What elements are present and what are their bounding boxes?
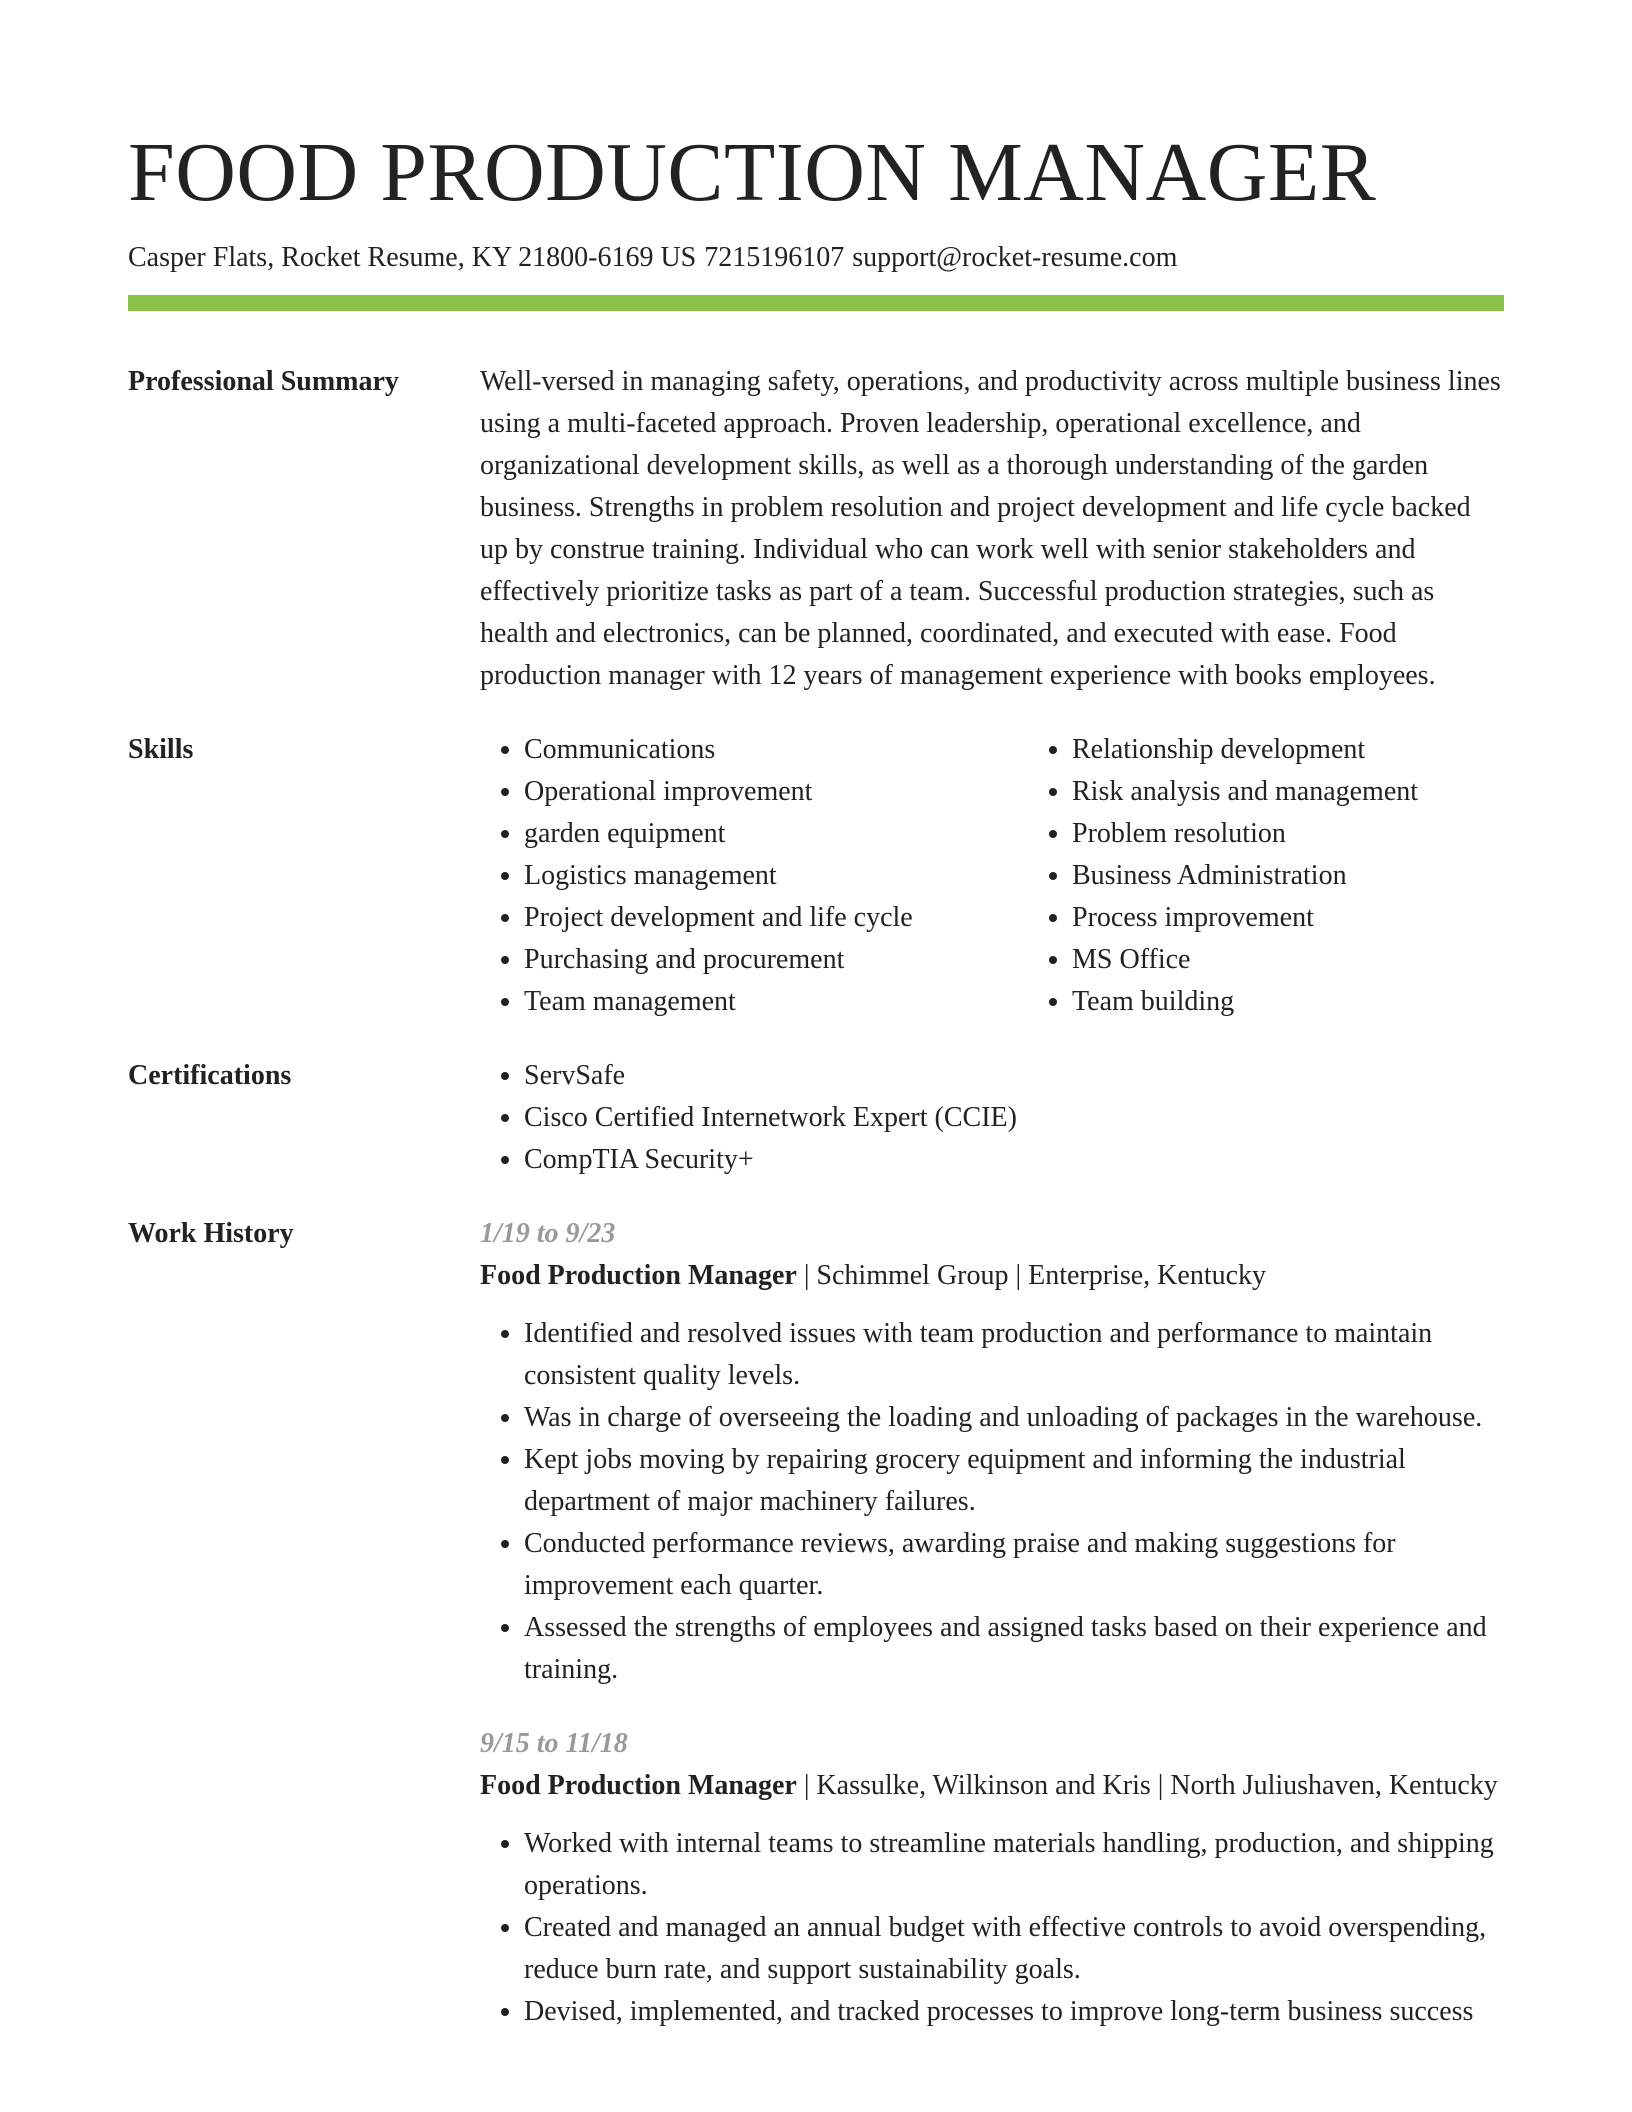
- skills-list-left: [480, 729, 1028, 1023]
- certifications-section-body: [480, 1055, 1504, 1181]
- summary-section-body: [480, 361, 1504, 697]
- skill-item: • Risk analysis and management: [1072, 771, 1576, 813]
- skill-item: • Problem resolution: [1072, 813, 1576, 855]
- skills-list-right: [1028, 729, 1576, 1023]
- skills-section-title: Skills: [128, 734, 194, 765]
- contact-line: [128, 240, 1504, 276]
- work-history-section: [128, 1213, 1504, 2033]
- job-employer-location: | Schimmel Group | Enterprise, Kentucky: [796, 1260, 1267, 1291]
- skill-item: • Communications: [524, 729, 1028, 771]
- work-history-section-body: [480, 1213, 1504, 2033]
- skill-item: • MS Office: [1072, 939, 1576, 981]
- resume-name-heading: FOOD PRODUCTION MANAGER: [128, 126, 1377, 219]
- contact-phone: 7215196107: [704, 242, 845, 273]
- job-bullet: • Worked with internal teams to streamline materials handling, production, and shipping operations.: [524, 1823, 1504, 1907]
- skill-item: • Process improvement: [1072, 897, 1576, 939]
- job-bullet: • Devised, implemented, and tracked processes to improve long-term business success: [524, 1991, 1504, 2033]
- job-entry: [480, 1213, 1504, 1691]
- resume-page: [128, 0, 1504, 2033]
- certification-item: • ServSafe: [524, 1055, 1504, 1097]
- summary-section-title: Professional Summary: [128, 366, 399, 397]
- skills-section: [128, 729, 1504, 1023]
- job-title: Food Production Manager: [480, 1770, 797, 1801]
- certifications-section-title: Certifications: [128, 1060, 292, 1091]
- job-dates: 9/15 to 11/18: [480, 1728, 628, 1759]
- job-dates: 1/19 to 9/23: [480, 1218, 616, 1249]
- job-bullet: • Kept jobs moving by repairing grocery equipment and informing the industrial department of major machinery failures.: [524, 1439, 1504, 1523]
- job-heading: [480, 1765, 1504, 1807]
- summary-text: Well-versed in managing safety, operations, and productivity across multiple business lines using a multi-faceted approach. Proven leadership, operational excellence, and organizational development skills, as well as a thorough understanding of the garden business. Strengths in problem resolution and project development and life cycle backed up by construe training. Individual who can work well with senior stakeholders and effectively prioritize tasks as part of a team. Successful production strategies, such as health and electronics, can be planned, coordinated, and executed with ease. Food production manager with 12 years of management experience with books employees.: [480, 366, 1501, 691]
- skill-item: • Project development and life cycle: [524, 897, 1028, 939]
- certification-item: • Cisco Certified Internetwork Expert (CCIE): [524, 1097, 1504, 1139]
- skill-item: • Operational improvement: [524, 771, 1028, 813]
- job-bullet-list: [480, 1823, 1504, 2033]
- job-employer-location: | Kassulke, Wilkinson and Kris | North Juliushaven, Kentucky: [796, 1770, 1498, 1801]
- certifications-section: [128, 1055, 1504, 1181]
- contact-email: support@rocket-resume.com: [852, 242, 1178, 273]
- skill-item: • garden equipment: [524, 813, 1028, 855]
- job-bullet: • Was in charge of overseeing the loading and unloading of packages in the warehouse.: [524, 1397, 1504, 1439]
- job-bullet: • Created and managed an annual budget with effective controls to avoid overspending, reduce burn rate, and support sustainability goals.: [524, 1907, 1504, 1991]
- summary-section: [128, 361, 1504, 697]
- skill-item: • Team building: [1072, 981, 1576, 1023]
- skill-item: • Logistics management: [524, 855, 1028, 897]
- job-bullet: • Identified and resolved issues with team production and performance to maintain consistent quality levels.: [524, 1313, 1504, 1397]
- skills-grid: [480, 729, 1576, 1023]
- job-heading: [480, 1255, 1504, 1297]
- certifications-list: [480, 1055, 1504, 1181]
- contact-address: Casper Flats, Rocket Resume, KY 21800-6169 US: [128, 242, 697, 273]
- job-bullet: • Assessed the strengths of employees and assigned tasks based on their experience and training.: [524, 1607, 1504, 1691]
- skill-item: • Team management: [524, 981, 1028, 1023]
- work-history-section-title: Work History: [128, 1218, 294, 1249]
- header-accent-rule: [128, 295, 1504, 311]
- job-entry: [480, 1723, 1504, 2033]
- skill-item: • Relationship development: [1072, 729, 1576, 771]
- skill-item: • Business Administration: [1072, 855, 1576, 897]
- certification-item: • CompTIA Security+: [524, 1139, 1504, 1181]
- skill-item: • Purchasing and procurement: [524, 939, 1028, 981]
- job-bullet-list: [480, 1313, 1504, 1691]
- job-bullet: • Conducted performance reviews, awarding praise and making suggestions for improvement each quarter.: [524, 1523, 1504, 1607]
- job-title: Food Production Manager: [480, 1260, 797, 1291]
